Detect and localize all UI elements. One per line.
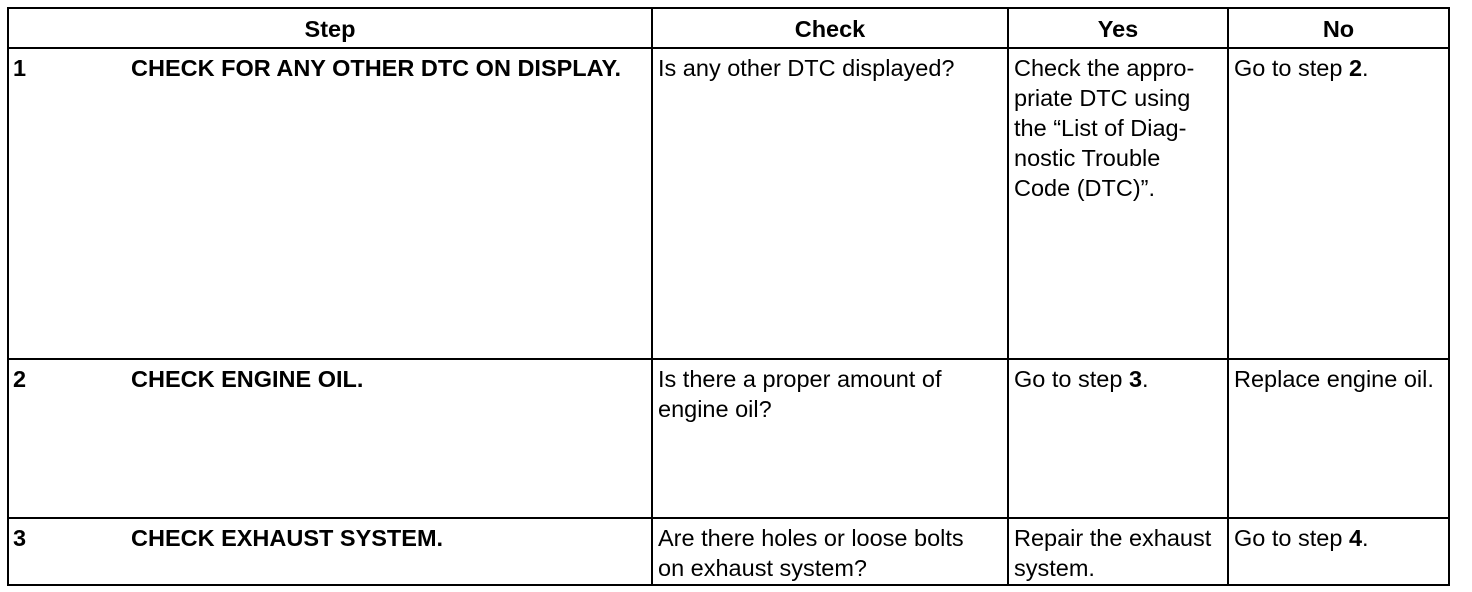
step-title: CHECK FOR ANY OTHER DTC ON DISPLAY. (131, 54, 622, 81)
diagnostic-table (7, 7, 1450, 586)
check-line: Are there holes or loose bolts (658, 524, 964, 551)
step-number: 3 (13, 524, 27, 551)
yes-line: Check the appro- (1014, 54, 1195, 81)
check-cell (652, 48, 1008, 359)
yes-suffix: . (1142, 366, 1149, 393)
step-number: 2 (13, 366, 27, 393)
check-line: engine oil? (658, 396, 772, 423)
yes-cell (1008, 359, 1228, 518)
check-text: Is any other DTC displayed? (658, 54, 955, 81)
no-cell (1228, 359, 1449, 518)
step-cell (8, 359, 652, 518)
step-reference: 3 (1128, 366, 1143, 393)
header-check: Check (652, 8, 1008, 48)
yes-line: system. (1014, 554, 1095, 581)
header-row (8, 8, 1449, 48)
step-reference: 2 (1348, 54, 1363, 81)
no-prefix: Go to step (1234, 54, 1349, 81)
yes-line: the “List of Diag- (1014, 114, 1187, 141)
step-cell (8, 518, 652, 585)
check-cell (652, 359, 1008, 518)
step-title: CHECK ENGINE OIL. (131, 366, 364, 393)
no-cell (1228, 48, 1449, 359)
yes-line: Code (DTC)”. (1014, 174, 1156, 201)
no-suffix: . (1362, 524, 1369, 551)
yes-line: Repair the exhaust (1014, 524, 1212, 551)
table-row (8, 518, 1449, 585)
yes-line: nostic Trouble (1014, 144, 1161, 171)
check-line: on exhaust system? (658, 554, 867, 581)
header-no: No (1228, 8, 1449, 48)
yes-prefix: Go to step (1014, 366, 1129, 393)
step-number: 1 (13, 54, 27, 81)
no-prefix: Go to step (1234, 524, 1349, 551)
table-row (8, 359, 1449, 518)
yes-line: priate DTC using (1014, 84, 1191, 111)
table-row (8, 48, 1449, 359)
no-text: Replace engine oil. (1234, 366, 1434, 393)
header-yes: Yes (1008, 8, 1228, 48)
no-suffix: . (1362, 54, 1369, 81)
yes-cell (1008, 48, 1228, 359)
yes-cell (1008, 518, 1228, 585)
step-reference: 4 (1348, 524, 1363, 551)
check-cell (652, 518, 1008, 585)
no-cell (1228, 518, 1449, 585)
check-line: Is there a proper amount of (658, 366, 942, 393)
step-cell (8, 48, 652, 359)
step-title: CHECK EXHAUST SYSTEM. (131, 524, 444, 551)
header-step: Step (8, 8, 652, 48)
